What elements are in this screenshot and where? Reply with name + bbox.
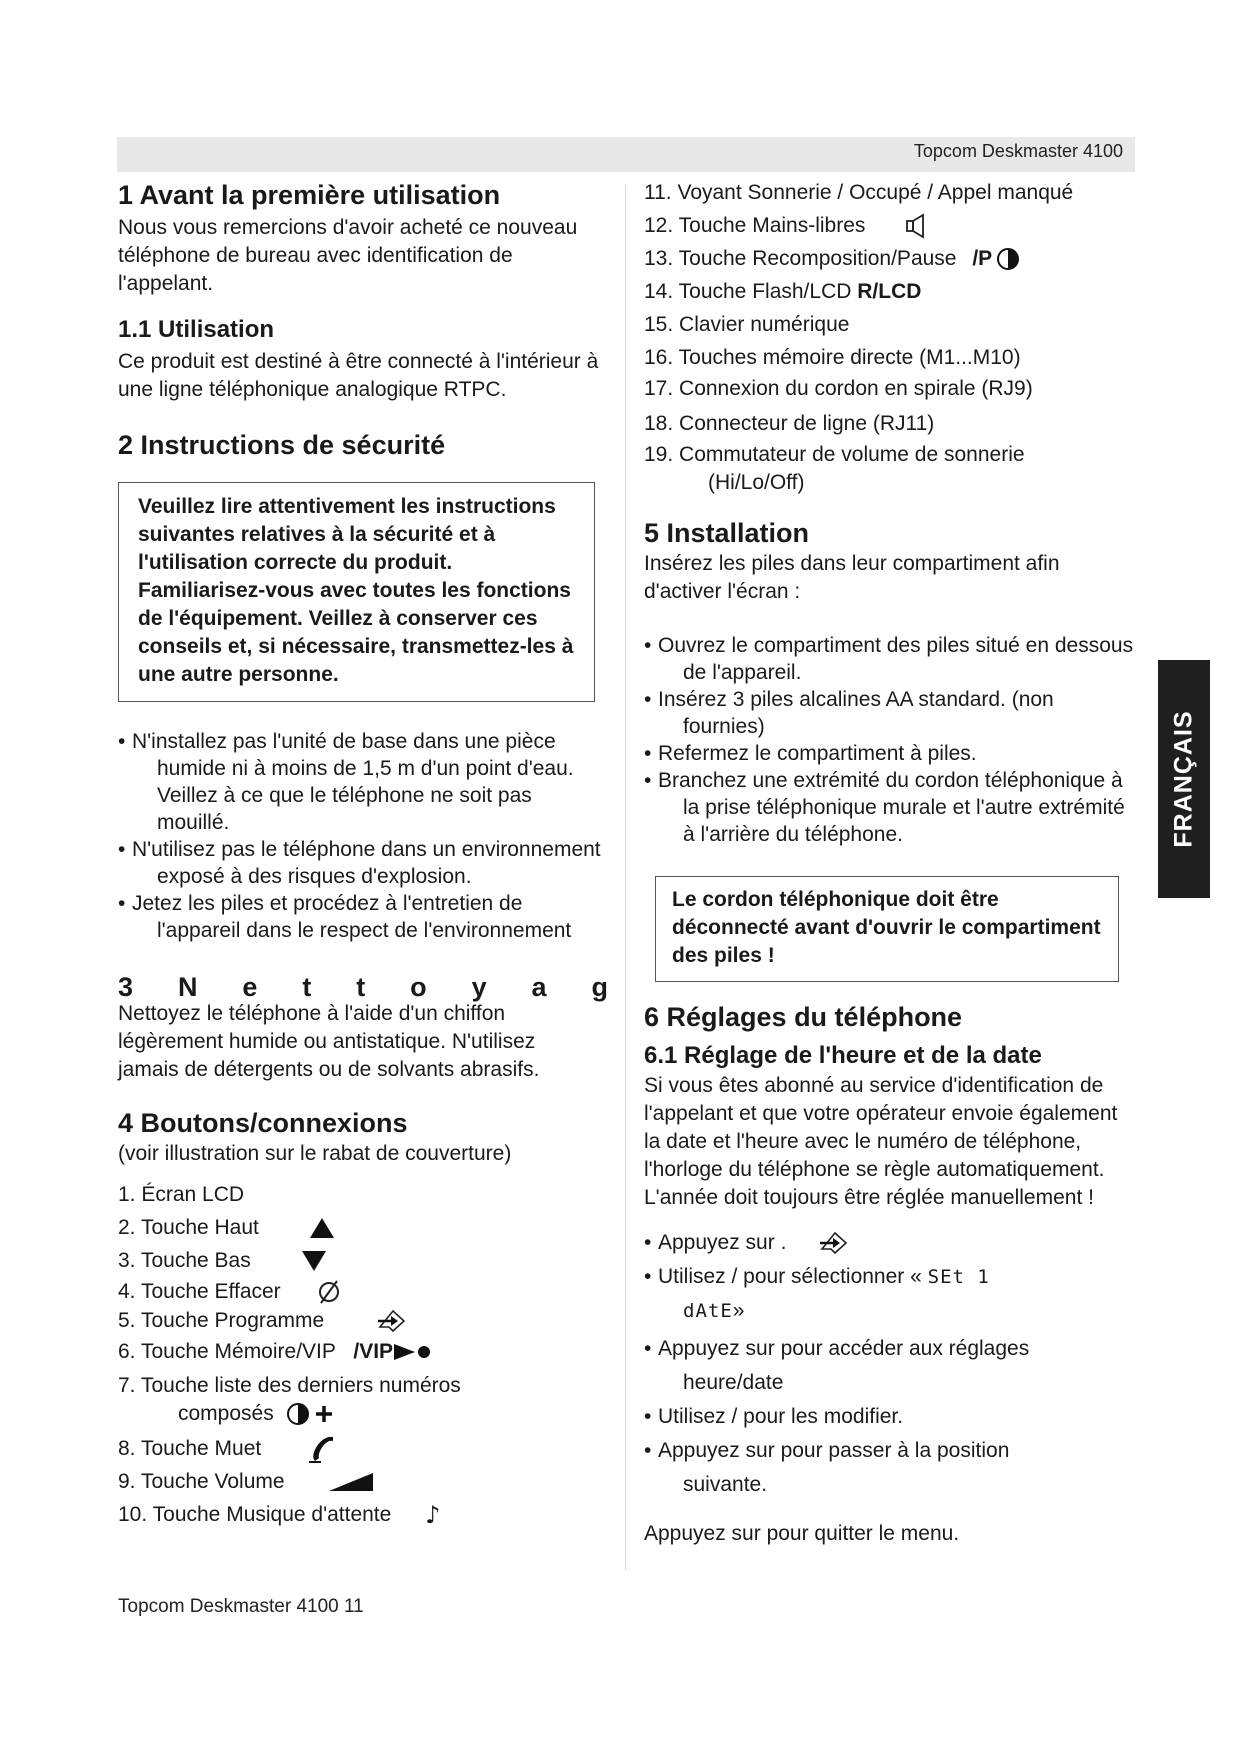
language-tab-label: FRANÇAIS <box>1169 710 1198 848</box>
time-bullet: • Appuyez sur pour accéder aux réglages heure/date <box>644 1337 1030 1394</box>
list-item: 17. Connexion du cordon en spirale (RJ9) <box>644 377 1033 400</box>
safety-warning-text: Veuillez lire attentivement les instructions suivantes relatives à la sécurité et à l'utilisation correcte du produit. Familiarisez-vous avec toutes les fonctions de l'équipement. Veillez à conserver ces conseils et, si nécessaire, transmettez-les à une autre personne. <box>138 495 574 686</box>
list-item: 14. Touche Flash/LCD R/LCD <box>644 280 922 303</box>
section-4-note: (voir illustration sur le rabat de couverture) <box>118 1142 512 1165</box>
section-1-1-title: 1.1 Utilisation <box>118 316 275 343</box>
list-item: 6. Touche Mémoire/VIP /VIP <box>118 1335 608 1369</box>
section-3-text: Nettoyez le téléphone à l'aide d'un chiffon légèrement humide ou antistatique. N'utilisez jamais de détergents ou de solvants abrasifs. <box>118 1002 540 1081</box>
install-bullet: • Insérez 3 piles alcalines AA standard. (non fournies) <box>644 688 1054 738</box>
language-tab <box>1158 660 1210 898</box>
program-icon <box>818 1231 848 1255</box>
section-6-title: 6 Réglages du téléphone <box>644 1002 963 1032</box>
safety-bullet: • N'installez pas l'unité de base dans une pièce humide ni à moins de 1,5 m d'un point d'eau. Veillez à ce que le téléphone ne soit pas mouillé. <box>118 730 574 834</box>
lcd-date-text: dAtE <box>683 1300 733 1322</box>
list-item: 4. Touche Effacer <box>118 1277 608 1307</box>
list-item: 9. Touche Volume <box>118 1465 608 1498</box>
vip-label: /VIP <box>353 1340 394 1363</box>
section-1-title: 1 Avant la première utilisation <box>118 180 501 210</box>
safety-bullet: • Jetez les piles et procédez à l'entretien de l'appareil dans le respect de l'environnement <box>118 892 572 942</box>
list-item: composés <box>118 1400 608 1428</box>
header-title: Topcom Deskmaster 4100 <box>913 141 1123 161</box>
column-divider <box>625 185 626 1570</box>
redial-icon <box>994 247 1022 271</box>
flash-lcd-label: R/LCD <box>857 280 922 303</box>
section-6-1-title: 6.1 Réglage de l'heure et de la date <box>644 1042 1042 1069</box>
time-bullet: • Appuyez sur . <box>644 1226 1144 1260</box>
lcd-set-text: SEt 1 <box>927 1266 990 1288</box>
up-arrow-icon <box>309 1217 335 1239</box>
program-icon <box>376 1309 406 1333</box>
pause-label: /P <box>972 247 993 270</box>
section-6-1-text: Si vous êtes abonné au service d'identification de l'appelant et que votre opérateur envoie également la date et l'heure avec le numéro de téléphone, l'horloge du téléphone se règle automatiquement. L'année doit toujours être réglée manuellement ! <box>644 1074 1118 1209</box>
page-header <box>117 137 1135 172</box>
right-column <box>644 176 1144 1548</box>
section-1-1-text: Ce produit est destiné à être connecté à l'intérieur à une ligne téléphonique analogique RTPC. <box>118 350 599 401</box>
redial-list-icon <box>286 1402 338 1426</box>
time-bullet: • Appuyez sur pour passer à la position suivante. <box>644 1439 1010 1496</box>
safety-bullet: • N'utilisez pas le téléphone dans un environnement exposé à des risques d'explosion. <box>118 838 601 888</box>
speaker-icon <box>905 213 929 239</box>
mute-icon <box>307 1434 341 1464</box>
list-item: 13. Touche Recomposition/Pause /P <box>644 242 1144 275</box>
list-item: 8. Touche Muet <box>118 1432 608 1465</box>
section-5-text: Insérez les piles dans leur compartiment afin d'activer l'écran : <box>644 552 1060 603</box>
install-bullet: • Ouvrez le compartiment des piles situé en dessous de l'appareil. <box>644 634 1134 684</box>
buttons-list-right <box>644 176 1144 496</box>
time-bullet: • Utilisez / pour sélectionner « SEt 1 dAtE» <box>644 1265 990 1322</box>
section-1-text: Nous vous remercions d'avoir acheté ce nouveau téléphone de bureau avec identification de l'appelant. <box>118 216 578 295</box>
final-instruction: Appuyez sur pour quitter le menu. <box>644 1522 960 1545</box>
installation-bullets <box>644 632 1134 848</box>
time-bullet: • Utilisez / pour les modifier. <box>644 1405 904 1428</box>
list-item: 1. Écran LCD <box>118 1183 245 1206</box>
install-bullet: • Branchez une extrémité du cordon téléphonique à la prise téléphonique murale et l'autre extrémité à l'arrière du téléphone. <box>644 769 1125 846</box>
delete-icon <box>317 1279 341 1305</box>
time-date-bullets <box>644 1226 1144 1502</box>
section-5-title: 5 Installation <box>644 518 810 548</box>
list-item: 12. Touche Mains-libres <box>644 209 1144 242</box>
list-item: 18. Connecteur de ligne (RJ11) <box>644 412 935 435</box>
install-bullet: • Refermez le compartiment à piles. <box>644 742 977 765</box>
safety-warning-box <box>118 482 595 702</box>
section-2-title: 2 Instructions de sécurité <box>118 430 446 460</box>
safety-bullets <box>118 728 608 944</box>
list-item: 3. Touche Bas <box>118 1244 608 1277</box>
buttons-list-left <box>118 1178 608 1532</box>
list-item: 19. Commutateur de volume de sonnerie <box>644 443 1025 466</box>
music-note-icon: ♪ <box>425 1500 441 1529</box>
left-column <box>118 178 608 1532</box>
vip-play-dot-icon <box>393 1342 431 1362</box>
cord-warning-text: Le cordon téléphonique doit être déconnecté avant d'ouvrir le compartiment des piles ! <box>672 888 1101 967</box>
cord-warning-box <box>655 876 1119 982</box>
volume-icon <box>328 1472 374 1492</box>
page-footer: Topcom Deskmaster 4100 11 <box>118 1596 364 1617</box>
list-item: 10. Touche Musique d'attente ♪ <box>118 1498 608 1532</box>
list-item: 2. Touche Haut <box>118 1211 608 1244</box>
list-item: 7. Touche liste des derniers numéros <box>118 1374 461 1397</box>
section-3-title: 3 N e t t o y a g <box>118 972 608 1002</box>
section-4-title: 4 Boutons/connexions <box>118 1108 408 1138</box>
list-item: 11. Voyant Sonnerie / Occupé / Appel manqué <box>644 181 1074 204</box>
list-item: 5. Touche Programme <box>118 1307 608 1335</box>
list-item: 15. Clavier numérique <box>644 313 850 336</box>
down-arrow-icon <box>301 1250 327 1272</box>
list-item: (Hi/Lo/Off) <box>708 471 805 494</box>
list-item: 16. Touches mémoire directe (M1...M10) <box>644 346 1021 369</box>
